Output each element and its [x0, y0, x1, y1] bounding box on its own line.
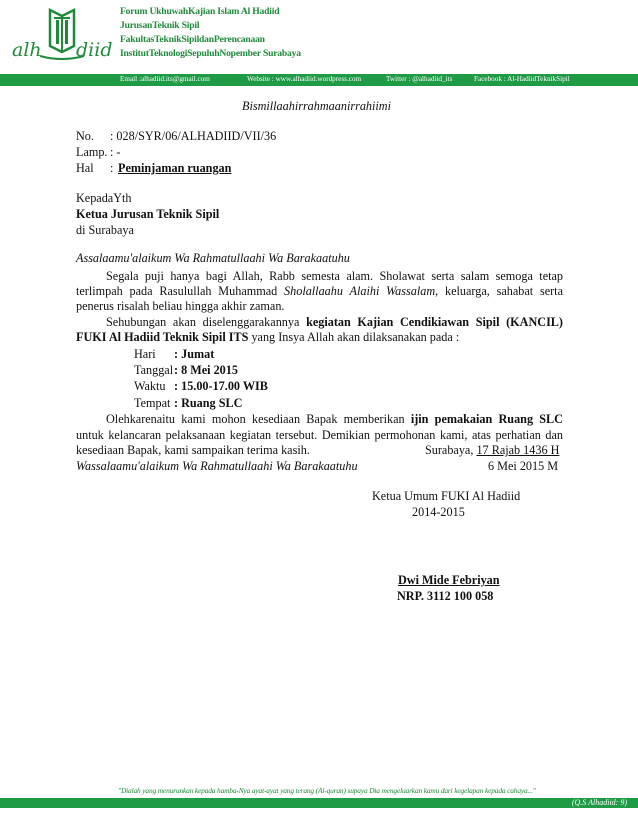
no-label: No.	[76, 129, 94, 143]
recipient-line-3: di Surabaya	[76, 223, 134, 237]
recipient-line-2: Ketua Jurusan Teknik Sipil	[76, 207, 220, 221]
svg-text:alh: alh	[12, 39, 42, 61]
hal-colon: :	[110, 161, 114, 175]
p1-line-2a: terlimpah pada Rasulullah Muhammad	[76, 284, 285, 298]
org-line-2: JurusanTeknik Sipil	[120, 20, 200, 31]
recipient-line-1: KepadaYth	[76, 191, 132, 205]
place-prefix: Surabaya,	[425, 443, 477, 457]
signer-period: 2014-2015	[412, 505, 465, 519]
greeting: Assalaamu'alaikum Wa Rahmatullaahi Wa Barakaatuhu	[76, 251, 350, 265]
contact-email: Email :alhadiid.its@gmail.com	[120, 75, 210, 83]
closing: Wassalaamu'alaikum Wa Rahmatullaahi Wa Barakaatuhu	[76, 459, 358, 473]
schedule-day-value: : Jumat	[174, 347, 215, 361]
p1-line-3: penerus risalah beliau hingga akhir zaman.	[76, 299, 285, 313]
p2-line-2a: FUKI Al Hadiid Teknik Sipil ITS	[76, 330, 249, 344]
schedule-place-label: Tempat	[134, 396, 171, 410]
p3-line-3: kesediaan Bapak, kami sampaikan terima kasih.	[76, 443, 310, 457]
footer-band	[0, 798, 638, 808]
place-date	[425, 443, 559, 457]
contact-band	[0, 74, 638, 86]
p2-line-1a: Sehubungan akan diselenggarakannya	[106, 315, 307, 329]
p1-line-2	[76, 283, 563, 299]
schedule-day-label: Hari	[134, 347, 156, 361]
alhadiid-logo	[10, 6, 114, 68]
hijri-date: 17 Rajab 1436 H	[476, 443, 560, 457]
lamp-label: Lamp.	[76, 145, 108, 159]
signer-nrp: NRP. 3112 100 058	[397, 589, 494, 603]
schedule-time-label: Waktu	[134, 379, 166, 393]
contact-website: Website : www.alhadiid.wordpress.com	[247, 75, 362, 83]
p3-line-1a: Olehkarenaitu kami mohon kesediaan Bapak memberikan	[106, 412, 411, 426]
p2-line-1b: kegiatan Kajian Cendikiawan Sipil (KANCIL)	[306, 315, 563, 329]
hal-label: Hal	[76, 161, 94, 175]
schedule-time-value: : 15.00-17.00 WIB	[174, 379, 268, 393]
no-value: : 028/SYR/06/ALHADIID/VII/36	[110, 129, 277, 143]
contact-twitter: Twitter : @alhadiid_its	[386, 75, 453, 83]
org-line-4: InstitutTeknologiSepuluhNopember Surabaya	[120, 48, 301, 59]
footer-source: (Q.S Alhadiid: 9)	[569, 798, 630, 807]
p3-line-1	[106, 411, 563, 427]
p1-line-2c: , keluarga, sahabat serta	[435, 284, 563, 298]
p1-line-2b: Sholallaahu Alaihi Wassalam	[284, 284, 436, 298]
svg-text:diid: diid	[76, 39, 113, 61]
p3-line-1b: ijin pemakaian Ruang SLC	[410, 412, 563, 426]
p2-line-1	[106, 314, 563, 330]
gregorian-date: 6 Mei 2015 M	[488, 459, 559, 473]
org-line-1: Forum UkhuwahKajian Islam Al Hadiid	[120, 6, 280, 17]
schedule-date-label: Tanggal	[134, 363, 174, 377]
lamp-value: : -	[110, 145, 121, 159]
bismillah: Bismillaahirrahmaanirrahiimi	[242, 99, 391, 113]
org-line-3: FakultasTeknikSipildanPerencanaan	[120, 34, 265, 45]
schedule-place-value: : Ruang SLC	[174, 396, 243, 410]
p1-line-1: Segala puji hanya bagi Allah, Rabb semesta alam. Sholawat serta salam semoga tetap	[106, 269, 563, 283]
schedule-date-value: : 8 Mei 2015	[174, 363, 238, 377]
footer-quote: "Dialah yang menurunkan kepada hamba-Nya ayat-ayat yang terang (Al-quran) supaya Dia mengeluarkan kamu dari kegelapan kepada cahaya..."	[118, 786, 536, 795]
contact-facebook: Facebook : Al-HadiidTeknikSipil	[474, 75, 570, 83]
signer-name: Dwi Mide Febriyan	[398, 573, 500, 587]
p3-line-2: untuk kelancaran pelaksanaan kegiatan tersebut. Demikian permohonan kami, atas perhatian dan	[76, 428, 563, 442]
hal-value: Peminjaman ruangan	[118, 161, 232, 175]
p2-line-2b: yang Insya Allah akan dilaksanakan pada :	[248, 330, 460, 344]
signer-position: Ketua Umum FUKI Al Hadiid	[372, 489, 521, 503]
p2-line-2	[76, 330, 459, 344]
